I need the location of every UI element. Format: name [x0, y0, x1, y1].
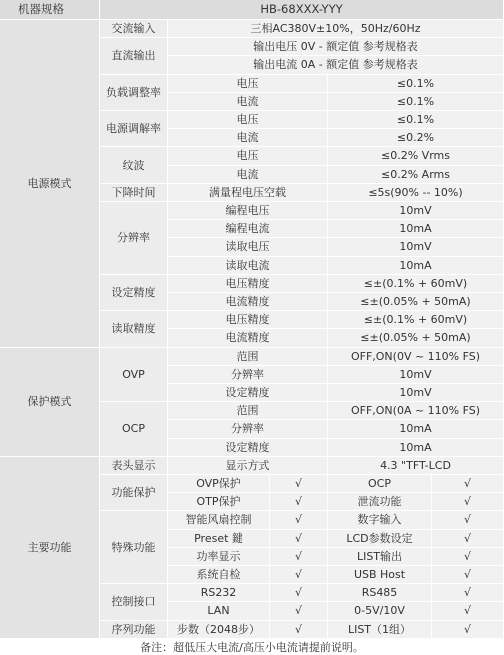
spec-sub-label: 分辨率 — [168, 366, 328, 384]
spec-value: ≤0.2% Arms — [328, 166, 504, 184]
feature-check: √ — [270, 493, 328, 511]
section-label: 保护模式 — [0, 348, 100, 457]
spec-group-label: 纹波 — [100, 147, 168, 183]
section-label: 电源模式 — [0, 20, 100, 348]
feature-name: OCP — [328, 475, 432, 493]
spec-value: 10mV — [328, 366, 504, 384]
spec-value: ≤0.1% — [328, 111, 504, 129]
spec-group-label: 序列功能 — [100, 621, 168, 639]
feature-name: OTP保护 — [168, 493, 270, 511]
spec-value: 输出电流 0A - 额定值 参考规格表 — [168, 56, 504, 74]
spec-sub-label: 电流 — [168, 166, 328, 184]
spec-sub-label: 设定精度 — [168, 384, 328, 402]
feature-check: √ — [432, 584, 504, 602]
spec-value: 4.3 "TFT-LCD — [328, 457, 504, 475]
spec-group-label: 特殊功能 — [100, 511, 168, 584]
spec-value: ≤5s(90% -- 10%) — [328, 184, 504, 202]
spec-sub-label: 读取电压 — [168, 238, 328, 256]
spec-sub-label: 电压 — [168, 75, 328, 93]
feature-name: LCD参数设定 — [328, 530, 432, 548]
spec-sub-label: 编程电流 — [168, 220, 328, 238]
spec-group-label: 表头显示 — [100, 457, 168, 475]
feature-name: 数字输入 — [328, 511, 432, 529]
feature-check: √ — [270, 475, 328, 493]
spec-value: ≤±(0.05% + 50mA) — [328, 293, 504, 311]
spec-group-label: 负载调整率 — [100, 75, 168, 111]
spec-group-label: OCP — [100, 402, 168, 457]
spec-sub-label: 电流精度 — [168, 329, 328, 347]
spec-value: ≤±(0.1% + 60mV) — [328, 275, 504, 293]
spec-value: 10mA — [328, 257, 504, 275]
spec-sub-label: 编程电压 — [168, 202, 328, 220]
spec-value: 10mA — [328, 439, 504, 457]
spec-value: OFF,ON(0A ~ 110% FS) — [328, 402, 504, 420]
spec-sub-label: 设定精度 — [168, 439, 328, 457]
feature-check: √ — [432, 548, 504, 566]
spec-group-label: 交流输入 — [100, 20, 168, 38]
spec-group-label: 功能保护 — [100, 475, 168, 511]
feature-name: Preset 鍵 — [168, 530, 270, 548]
section-label: 主要功能 — [0, 457, 100, 639]
spec-group-label: 设定精度 — [100, 275, 168, 311]
spec-sub-label: 电流 — [168, 129, 328, 147]
spec-group-label: 读取精度 — [100, 311, 168, 347]
feature-name: 系统自检 — [168, 566, 270, 584]
spec-value: OFF,ON(0V ~ 110% FS) — [328, 348, 504, 366]
feature-name: RS232 — [168, 584, 270, 602]
feature-name: 功率显示 — [168, 548, 270, 566]
feature-name: 步数（2048步） — [168, 621, 270, 639]
spec-sub-label: 分辨率 — [168, 420, 328, 438]
feature-check: √ — [270, 621, 328, 639]
spec-sub-label: 范围 — [168, 402, 328, 420]
spec-value: ≤0.1% — [328, 75, 504, 93]
spec-group-label: 控制接口 — [100, 584, 168, 620]
spec-sub-label: 显示方式 — [168, 457, 328, 475]
feature-name: 泄流功能 — [328, 493, 432, 511]
spec-value: 输出电压 0V - 额定值 参考规格表 — [168, 38, 504, 56]
feature-check: √ — [432, 602, 504, 620]
feature-check: √ — [432, 475, 504, 493]
feature-name: LAN — [168, 602, 270, 620]
spec-sub-label: 读取电流 — [168, 257, 328, 275]
feature-check: √ — [270, 584, 328, 602]
spec-sub-label: 电流 — [168, 93, 328, 111]
spec-value: 10mV — [328, 238, 504, 256]
header-label: 机器规格 — [0, 0, 100, 20]
feature-check: √ — [432, 566, 504, 584]
spec-group-label: 分辨率 — [100, 202, 168, 275]
spec-group-label: 电源调解率 — [100, 111, 168, 147]
feature-check: √ — [270, 530, 328, 548]
spec-value: 10mA — [328, 220, 504, 238]
spec-sub-label: 电压精度 — [168, 311, 328, 329]
feature-check: √ — [432, 621, 504, 639]
feature-check: √ — [270, 511, 328, 529]
spec-value: 10mV — [328, 202, 504, 220]
feature-check: √ — [432, 511, 504, 529]
feature-check: √ — [270, 602, 328, 620]
feature-name: OVP保护 — [168, 475, 270, 493]
footnote: 备注：超低压大电流/高压小电流请提前说明。 — [0, 640, 504, 654]
spec-sub-label: 电流精度 — [168, 293, 328, 311]
spec-value: ≤±(0.1% + 60mV) — [328, 311, 504, 329]
spec-value: 三相AC380V±10%，50Hz/60Hz — [168, 20, 504, 38]
feature-check: √ — [270, 548, 328, 566]
spec-value: 10mV — [328, 384, 504, 402]
model-number: HB-68XXX-YYY — [100, 0, 504, 20]
spec-sub-label: 电压 — [168, 147, 328, 165]
spec-sub-label: 满量程电压空载 — [168, 184, 328, 202]
spec-sub-label: 范围 — [168, 348, 328, 366]
spec-group-label: 下降时间 — [100, 184, 168, 202]
feature-check: √ — [432, 530, 504, 548]
spec-group-label: 直流输出 — [100, 38, 168, 74]
feature-name: 0-5V/10V — [328, 602, 432, 620]
feature-name: 智能风扇控制 — [168, 511, 270, 529]
spec-sub-label: 电压精度 — [168, 275, 328, 293]
spec-group-label: OVP — [100, 348, 168, 403]
feature-name: LIST输出 — [328, 548, 432, 566]
spec-value: 10mA — [328, 420, 504, 438]
feature-check: √ — [270, 566, 328, 584]
feature-name: RS485 — [328, 584, 432, 602]
spec-value: ≤±(0.05% + 50mA) — [328, 329, 504, 347]
spec-value: ≤0.2% — [328, 129, 504, 147]
feature-name: LIST（1组） — [328, 621, 432, 639]
spec-value: ≤0.1% — [328, 93, 504, 111]
spec-value: ≤0.2% Vrms — [328, 147, 504, 165]
feature-check: √ — [432, 493, 504, 511]
feature-name: USB Host — [328, 566, 432, 584]
spec-sub-label: 电压 — [168, 111, 328, 129]
